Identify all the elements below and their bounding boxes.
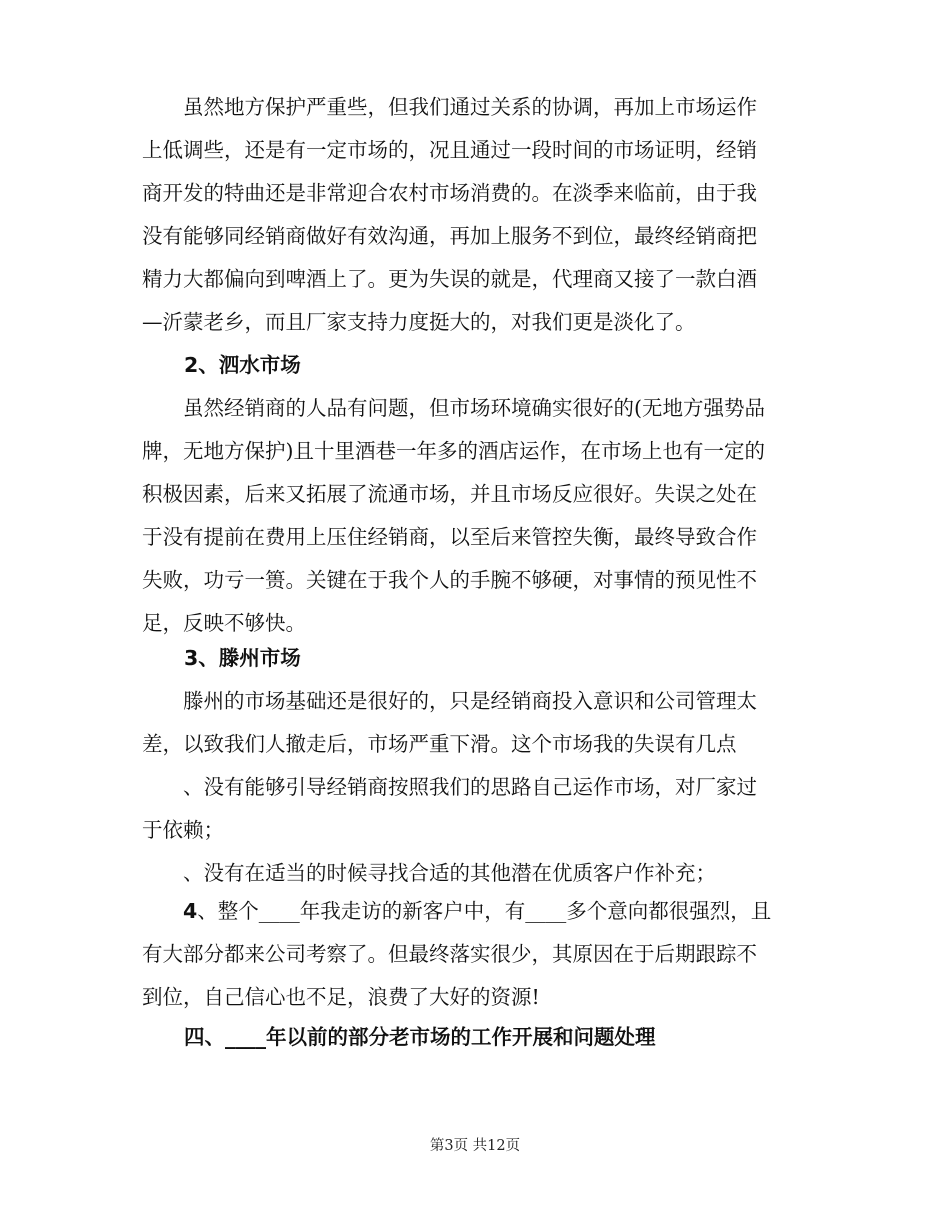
paragraph-3: [142, 680, 808, 895]
text-line: 、没有能够引导经销商按照我们的思路自己运作市场，对厂家过: [183, 775, 757, 799]
text-line: 到位，自己信心也不足，浪费了大好的资源!: [142, 985, 540, 1009]
text-segment: 、整个____年我走访的新客户中，有____多个意向都很强烈，且: [197, 899, 772, 923]
text-line: 有大部分都来公司考察了。但最终落实很少，其原因在于后期跟踪不: [142, 942, 757, 966]
page-footer: 第3页 共12页: [429, 1138, 521, 1154]
text-line: 没有能够同经销商做好有效沟通，再加上服务不到位，最终经销商把: [142, 224, 757, 248]
text-line: 失败，功亏一篑。关键在于我个人的手腕不够硬，对事情的预见性不: [142, 568, 757, 592]
section-heading-four: 四、____年以前的部分老市场的工作开展和问题处理: [184, 1025, 656, 1049]
item-number: 4: [183, 899, 198, 923]
text-line: 积极因素，后来又拓展了流通市场，并且市场反应很好。失误之处在: [142, 482, 757, 506]
text-line: 足，反映不够快。: [142, 611, 306, 635]
text-line: 虽然地方保护严重些，但我们通过关系的协调，再加上市场运作: [183, 95, 757, 119]
text-line: 上低调些，还是有一定市场的，况且通过一段时间的市场证明，经销: [142, 138, 757, 162]
text-line: 、没有在适当的时候寻找合适的其他潜在优质客户作补充；: [183, 861, 716, 885]
paragraph-1: [142, 86, 808, 344]
text-line: 于依赖；: [142, 818, 224, 842]
text-line: 精力大都偏向到啤酒上了。更为失误的就是，代理商又接了一款白酒: [142, 267, 757, 291]
section-heading-tengzhou: 3、滕州市场: [184, 646, 301, 670]
paragraph-2: [142, 387, 808, 645]
text-line: 商开发的特曲还是非常迎合农村市场消费的。在淡季来临前，由于我: [142, 181, 757, 205]
text-line: 差，以致我们人撤走后，市场严重下滑。这个市场我的失误有几点: [142, 732, 737, 756]
text-line: —沂蒙老乡，而且厂家支持力度挺大的，对我们更是淡化了。: [142, 310, 696, 334]
text-line: 滕州的市场基础还是很好的，只是经销商投入意识和公司管理太: [183, 689, 757, 713]
paragraph-4: [142, 890, 808, 1019]
section-heading-sishui: 2、泗水市场: [184, 353, 301, 377]
text-line: [142, 890, 808, 933]
text-line: 虽然经销商的人品有问题，但市场环境确实很好的(无地方强势品: [183, 396, 765, 420]
text-line: 牌，无地方保护)且十里酒巷一年多的酒店运作，在市场上也有一定的: [142, 439, 765, 463]
text-line: 于没有提前在费用上压住经销商，以至后来管控失衡，最终导致合作: [142, 525, 757, 549]
